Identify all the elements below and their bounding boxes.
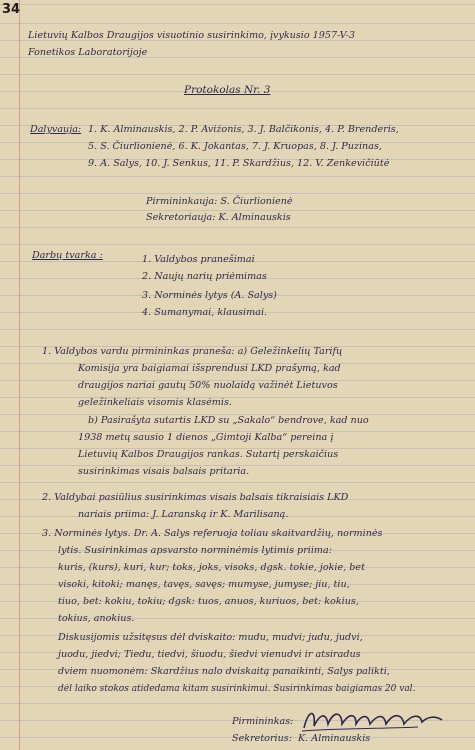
body-line: dviem nuomonėm: Skardžius nalo dviskaitą panaikinti, Salys palikti,	[58, 666, 390, 677]
body-line: susirinkimas visais balsais pritaria.	[78, 466, 250, 477]
body-line: geležinkeliais visomis klasėmis.	[78, 397, 232, 408]
attendance-line-3: 9. A. Salys, 10. J. Senkus, 11. P. Skardžius, 12. V. Zenkevičiūtė	[88, 158, 390, 169]
body-line: Komisija yra baigiamai išsprendusi LKD prašymą, kad	[78, 363, 341, 374]
agenda-item-3: 3. Norminės lytys (A. Salys)	[142, 290, 277, 301]
secretary-signature-name: K. Alminauskis	[298, 733, 371, 744]
chair-signature	[298, 704, 448, 734]
agenda-label: Darbų tvarka :	[32, 250, 103, 261]
agenda-item-4: 4. Sumanymai, klausimai.	[142, 307, 268, 318]
document-title: Protokolas Nr. 3	[184, 84, 271, 96]
attendance-line-2: 5. S. Čiurlionienė, 6. K. Jokantas, 7. J. Kruopas, 8. J. Puzinas,	[88, 141, 382, 152]
body-line: juodu, jiedvi; Tiedu, tiedvi, šiuodu, šiedvi vienudvi ir atsiradus	[58, 649, 361, 660]
body-line: lytis. Susirinkimas apsvarsto norminėmis lytimis priima:	[58, 545, 332, 556]
agenda-item-2: 2. Naujų narių priėmimas	[142, 271, 267, 282]
body-line: visoki, kitoki; manęs, tavęs, savęs; mumyse, jumyse; jiu, tiu,	[58, 579, 350, 590]
body-line: tokius, anokius.	[58, 613, 135, 624]
attendance-line-1: 1. K. Alminauskis, 2. P. Aviżonis, 3. J. Balčikonis, 4. P. Brenderis,	[88, 124, 399, 135]
secretary-signature-label: Sekretorius:	[232, 733, 292, 744]
body-line: 2. Valdybai pasiūlius susirinkimas visais balsais tikraisiais LKD	[42, 492, 349, 503]
body-line: Lietuvių Kalbos Draugijos rankas. Sutartį perskaičius	[78, 449, 339, 460]
chair-signature-label: Pirmininkas:	[232, 716, 294, 727]
body-line: draugijos nariai gautų 50% nuolaidą važinėt Lietuvos	[78, 380, 338, 391]
body-line: nariais priima: J. Laranską ir K. Marilisaną.	[78, 509, 289, 520]
chair-line: Pirmininkauja: S. Čiurlionienė	[146, 196, 293, 207]
secretary-line: Sekretoriauja: K. Alminauskis	[146, 212, 291, 223]
header-line-2: Fonetikos Laboratorijoje	[28, 47, 148, 58]
body-line: 1. Valdybos vardu pirmininkas praneša: a) Geležinkelių Tarifų	[42, 346, 343, 357]
body-line: kuris, (kurs), kuri, kur; toks, joks, visoks, dgsk. tokie, jokie, bet	[58, 562, 365, 573]
header-line-1: Lietuvių Kalbos Draugijos visuotinio susirinkimo, įvykusio 1957-V-3	[28, 30, 356, 41]
body-line: dėl laiko stokos atidedama kitam susirinkimui. Susirinkimas baigiamas 20 val.	[58, 684, 416, 694]
body-line: Diskusijomis užsitęsus dėl dviskaito: mudu, mudvi; judu, judvi,	[58, 632, 363, 643]
body-line: 1938 metų sausio 1 dienos „Gimtoji Kalba“ pereina į	[78, 432, 334, 443]
body-line: tiuo, bet: kokiu, tokiu; dgsk: tuos, anuos, kuriuos, bet: kokius,	[58, 596, 359, 607]
body-line: b) Pasirašyta sutartis LKD su „Sakalo“ bendrove, kad nuo	[88, 415, 369, 426]
body-line: 3. Norminės lytys. Dr. A. Salys referuoja toliau skaitvardžių, norminės	[42, 528, 383, 539]
attendance-label: Dalyvauja:	[30, 124, 82, 135]
margin-line	[19, 0, 20, 750]
agenda-item-1: 1. Valdybos pranešimai	[142, 254, 255, 265]
page-number: 34	[2, 2, 21, 17]
